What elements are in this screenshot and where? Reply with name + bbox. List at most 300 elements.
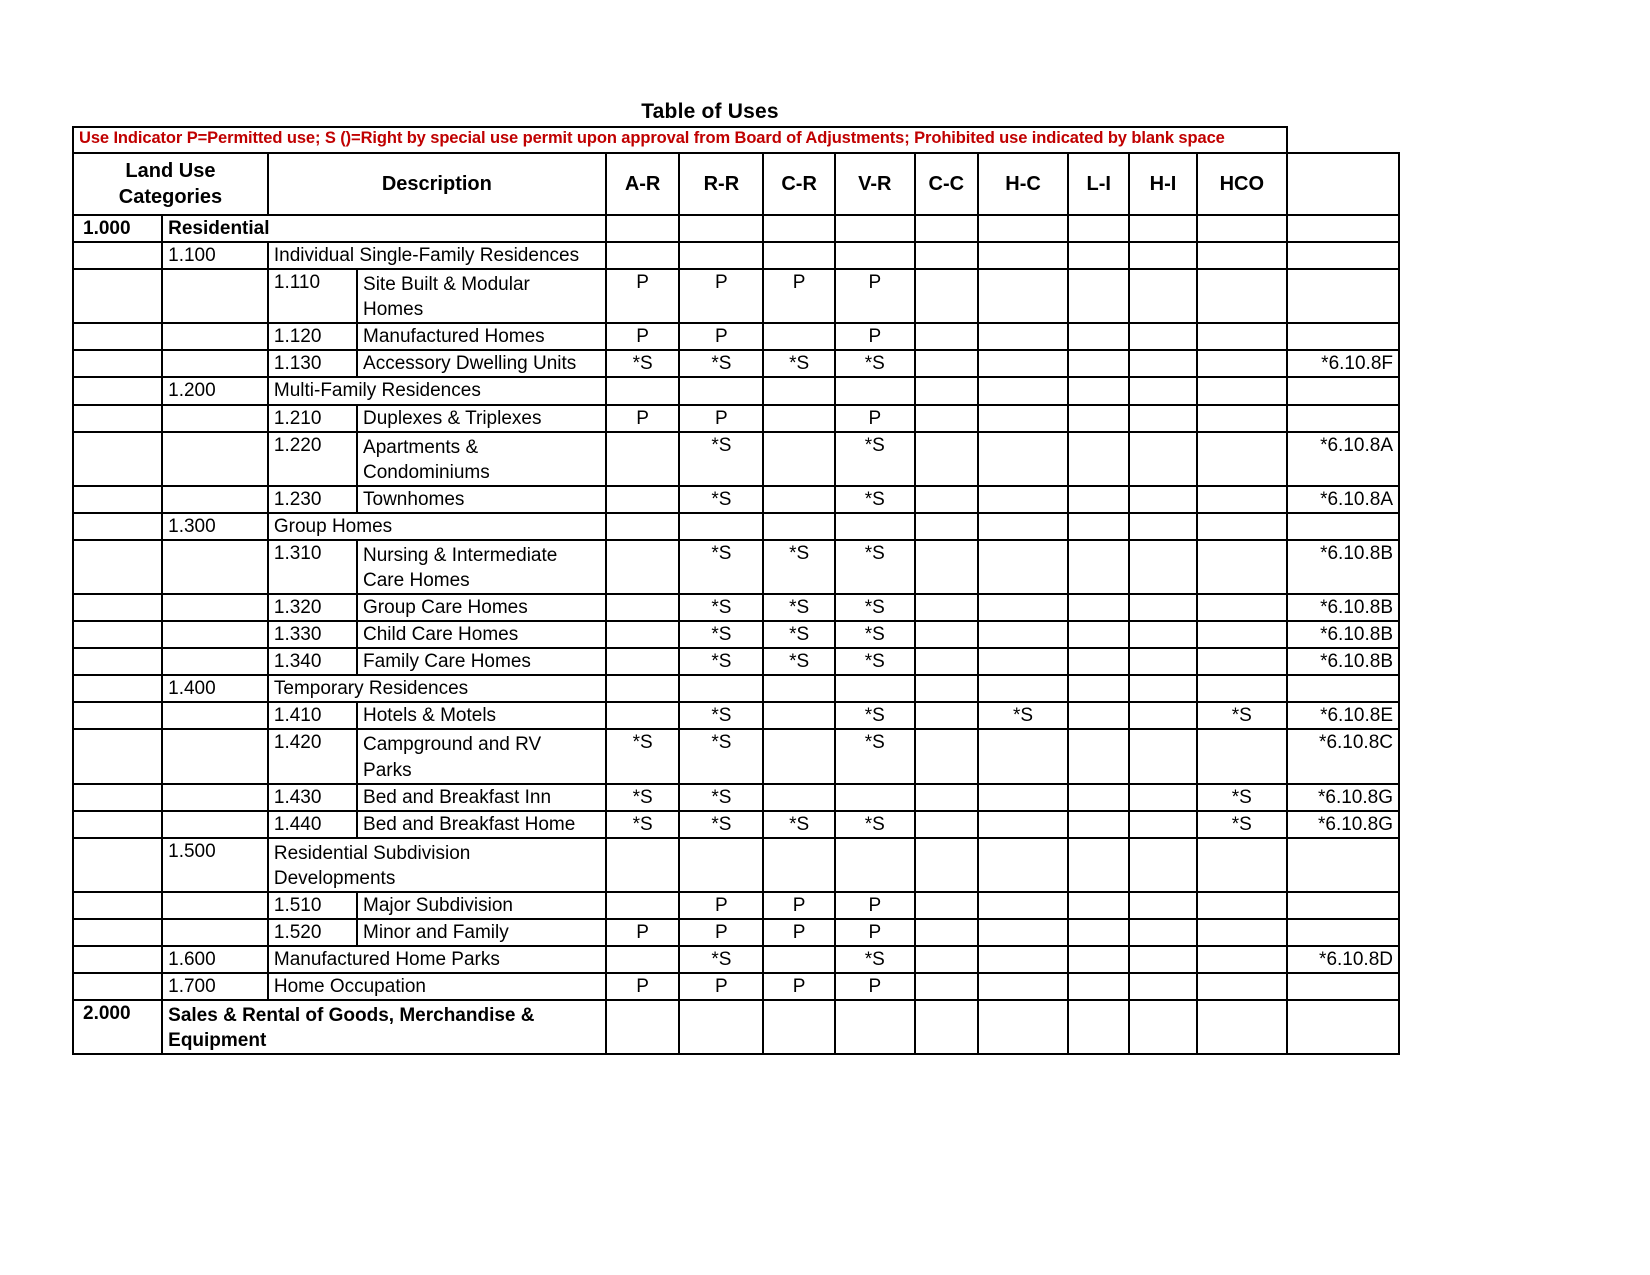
cell-l-i-1-440 [1068, 811, 1129, 838]
cell-c-r-1-220 [763, 432, 835, 486]
cell-l-i-1-300 [1068, 513, 1129, 540]
cell-c-r-1-210 [763, 405, 835, 432]
cell-r-r-1-310: *S [679, 540, 763, 594]
cell-hco-1-210 [1197, 405, 1287, 432]
cell-a-r-1-340 [606, 648, 680, 675]
cell-v-r-1-210: P [835, 405, 915, 432]
cell-c-r-1-410 [763, 702, 835, 729]
row-description-line1: Residential Subdivision [273, 842, 471, 864]
cell-v-r-1-110: P [835, 269, 915, 323]
cell-note-1-420: *6.10.8C [1287, 729, 1399, 783]
header-zone-h-i: H-I [1129, 153, 1196, 215]
row-spacer-col1 [73, 377, 162, 404]
cell-c-r-1-330: *S [763, 621, 835, 648]
row-spacer-col1 [73, 919, 162, 946]
row-description-line1: Apartments & [363, 436, 479, 458]
cell-a-r-1-110: P [606, 269, 680, 323]
row-code-level3: 1.330 [268, 621, 357, 648]
cell-h-i-1-000 [1129, 215, 1196, 242]
cell-a-r-1-120: P [606, 323, 680, 350]
cell-a-r-1-400 [606, 675, 680, 702]
table-row [73, 432, 1399, 486]
table-row [73, 675, 1399, 702]
page-title: Table of Uses [641, 100, 779, 123]
cell-hco-1-510 [1197, 892, 1287, 919]
cell-c-r-1-420 [763, 729, 835, 783]
row-code-level3: 1.110 [268, 269, 357, 323]
row-description: Townhomes [357, 486, 606, 513]
table-body [73, 127, 1399, 1054]
cell-hco-1-600 [1197, 946, 1287, 973]
cell-h-c-1-500 [978, 838, 1068, 892]
row-code-level2: 1.100 [162, 242, 268, 269]
cell-v-r-1-700: P [835, 973, 915, 1000]
row-description-line2: Homes [363, 299, 424, 321]
table-row [73, 405, 1399, 432]
row-code-level3: 1.420 [268, 729, 357, 783]
cell-h-c-1-600 [978, 946, 1068, 973]
cell-c-r-1-100 [763, 242, 835, 269]
row-description [357, 269, 606, 323]
cell-note-1-230: *6.10.8A [1287, 486, 1399, 513]
cell-r-r-1-000 [679, 215, 763, 242]
header-zone-a-r: A-R [606, 153, 680, 215]
row-description-line2: Condominiums [363, 461, 490, 483]
cell-hco-1-110 [1197, 269, 1287, 323]
row-spacer-col1 [73, 269, 162, 323]
row-code-level2: 1.300 [162, 513, 268, 540]
cell-hco-1-400 [1197, 675, 1287, 702]
cell-v-r-1-500 [835, 838, 915, 892]
row-code-level2: 1.200 [162, 377, 268, 404]
table-row [73, 702, 1399, 729]
cell-h-i-1-510 [1129, 892, 1196, 919]
row-spacer-col1 [73, 540, 162, 594]
row-description: Family Care Homes [357, 648, 606, 675]
cell-h-i-1-120 [1129, 323, 1196, 350]
cell-r-r-1-520: P [679, 919, 763, 946]
header-zone-c-c: C-C [915, 153, 978, 215]
table-row [73, 486, 1399, 513]
cell-c-c-1-400 [915, 675, 978, 702]
cell-a-r-1-700: P [606, 973, 680, 1000]
cell-hco-1-120 [1197, 323, 1287, 350]
cell-a-r-1-330 [606, 621, 680, 648]
cell-l-i-1-340 [1068, 648, 1129, 675]
cell-a-r-1-230 [606, 486, 680, 513]
cell-l-i-1-700 [1068, 973, 1129, 1000]
cell-a-r-1-420: *S [606, 729, 680, 783]
cell-v-r-1-120: P [835, 323, 915, 350]
row-spacer-col1 [73, 594, 162, 621]
cell-note-1-600: *6.10.8D [1287, 946, 1399, 973]
cell-h-c-1-300 [978, 513, 1068, 540]
row-description: Major Subdivision [357, 892, 606, 919]
cell-h-c-1-000 [978, 215, 1068, 242]
cell-hco-1-230 [1197, 486, 1287, 513]
cell-v-r-1-420: *S [835, 729, 915, 783]
header-zone-h-c: H-C [978, 153, 1068, 215]
cell-l-i-1-120 [1068, 323, 1129, 350]
row-spacer-col2 [162, 892, 268, 919]
row-spacer-col2 [162, 486, 268, 513]
cell-c-c-1-310 [915, 540, 978, 594]
cell-note-1-000 [1287, 215, 1399, 242]
cell-r-r-1-340: *S [679, 648, 763, 675]
cell-note-1-510 [1287, 892, 1399, 919]
row-spacer-col1 [73, 838, 162, 892]
cell-hco-1-500 [1197, 838, 1287, 892]
cell-v-r-1-200 [835, 377, 915, 404]
row-code-level3: 1.340 [268, 648, 357, 675]
cell-l-i-1-210 [1068, 405, 1129, 432]
table-row [73, 892, 1399, 919]
cell-note-1-320: *6.10.8B [1287, 594, 1399, 621]
row-spacer-col2 [162, 784, 268, 811]
cell-v-r-1-520: P [835, 919, 915, 946]
legend-row-spacer [1287, 127, 1399, 153]
cell-c-r-1-310: *S [763, 540, 835, 594]
cell-note-1-200 [1287, 377, 1399, 404]
cell-h-i-1-310 [1129, 540, 1196, 594]
cell-hco-1-310 [1197, 540, 1287, 594]
cell-l-i-1-600 [1068, 946, 1129, 973]
cell-c-r-1-500 [763, 838, 835, 892]
row-spacer-col2 [162, 405, 268, 432]
cell-h-c-1-110 [978, 269, 1068, 323]
cell-c-r-1-510: P [763, 892, 835, 919]
row-description: Temporary Residences [268, 675, 606, 702]
cell-hco-1-200 [1197, 377, 1287, 404]
legend-row [73, 127, 1399, 153]
row-spacer-col1 [73, 621, 162, 648]
cell-h-c-1-230 [978, 486, 1068, 513]
cell-note-1-120 [1287, 323, 1399, 350]
cell-l-i-2-000 [1068, 1000, 1129, 1054]
row-spacer-col1 [73, 350, 162, 377]
cell-v-r-1-340: *S [835, 648, 915, 675]
cell-note-1-340: *6.10.8B [1287, 648, 1399, 675]
cell-r-r-1-410: *S [679, 702, 763, 729]
table-row [73, 784, 1399, 811]
cell-r-r-1-210: P [679, 405, 763, 432]
row-spacer-col2 [162, 350, 268, 377]
cell-a-r-1-200 [606, 377, 680, 404]
cell-h-c-1-400 [978, 675, 1068, 702]
row-description: Duplexes & Triplexes [357, 405, 606, 432]
row-spacer-col1 [73, 946, 162, 973]
row-code-level3: 1.220 [268, 432, 357, 486]
cell-c-r-1-120 [763, 323, 835, 350]
cell-c-c-1-510 [915, 892, 978, 919]
cell-l-i-1-430 [1068, 784, 1129, 811]
cell-h-i-1-330 [1129, 621, 1196, 648]
cell-l-i-1-310 [1068, 540, 1129, 594]
cell-r-r-2-000 [679, 1000, 763, 1054]
cell-c-r-1-200 [763, 377, 835, 404]
cell-l-i-1-100 [1068, 242, 1129, 269]
row-code-level2: 1.700 [162, 973, 268, 1000]
table-row [73, 838, 1399, 892]
cell-c-c-1-500 [915, 838, 978, 892]
row-spacer-col2 [162, 811, 268, 838]
cell-note-1-300 [1287, 513, 1399, 540]
cell-note-1-520 [1287, 919, 1399, 946]
row-spacer-col2 [162, 323, 268, 350]
cell-c-r-1-700: P [763, 973, 835, 1000]
row-code-level3: 1.510 [268, 892, 357, 919]
cell-c-r-1-600 [763, 946, 835, 973]
table-row [73, 919, 1399, 946]
header-description: Description [268, 153, 606, 215]
cell-c-c-1-220 [915, 432, 978, 486]
table-row [73, 323, 1399, 350]
cell-h-c-1-340 [978, 648, 1068, 675]
row-spacer-col1 [73, 242, 162, 269]
cell-hco-1-130 [1197, 350, 1287, 377]
row-spacer-col1 [73, 729, 162, 783]
cell-a-r-1-510 [606, 892, 680, 919]
cell-c-c-2-000 [915, 1000, 978, 1054]
cell-note-2-000 [1287, 1000, 1399, 1054]
cell-h-i-1-100 [1129, 242, 1196, 269]
table-row [73, 621, 1399, 648]
row-description: Bed and Breakfast Home [357, 811, 606, 838]
cell-note-1-410: *6.10.8E [1287, 702, 1399, 729]
row-spacer-col1 [73, 486, 162, 513]
table-row [73, 811, 1399, 838]
cell-l-i-1-230 [1068, 486, 1129, 513]
row-spacer-col1 [73, 973, 162, 1000]
cell-h-i-1-700 [1129, 973, 1196, 1000]
cell-r-r-1-600: *S [679, 946, 763, 973]
cell-r-r-1-220: *S [679, 432, 763, 486]
cell-hco-1-410: *S [1197, 702, 1287, 729]
row-spacer-col1 [73, 432, 162, 486]
cell-hco-1-430: *S [1197, 784, 1287, 811]
cell-l-i-1-130 [1068, 350, 1129, 377]
row-description: Group Homes [268, 513, 606, 540]
cell-note-1-210 [1287, 405, 1399, 432]
cell-h-i-1-110 [1129, 269, 1196, 323]
cell-h-c-1-520 [978, 919, 1068, 946]
cell-h-i-1-340 [1129, 648, 1196, 675]
row-code-level3: 1.120 [268, 323, 357, 350]
cell-v-r-1-330: *S [835, 621, 915, 648]
table-row [73, 946, 1399, 973]
cell-c-r-1-000 [763, 215, 835, 242]
header-land-use-line1: Land Use [125, 159, 216, 182]
cell-c-c-1-000 [915, 215, 978, 242]
row-spacer-col2 [162, 269, 268, 323]
row-code-level3: 1.520 [268, 919, 357, 946]
cell-c-r-1-430 [763, 784, 835, 811]
row-description [162, 1000, 606, 1054]
cell-c-c-1-230 [915, 486, 978, 513]
cell-c-c-1-300 [915, 513, 978, 540]
table-of-uses-container [72, 126, 1400, 1055]
cell-c-c-1-520 [915, 919, 978, 946]
cell-l-i-1-220 [1068, 432, 1129, 486]
cell-r-r-1-320: *S [679, 594, 763, 621]
cell-l-i-1-000 [1068, 215, 1129, 242]
cell-v-r-1-310: *S [835, 540, 915, 594]
cell-r-r-1-510: P [679, 892, 763, 919]
row-spacer-col2 [162, 702, 268, 729]
row-description: Accessory Dwelling Units [357, 350, 606, 377]
cell-note-1-100 [1287, 242, 1399, 269]
table-row [73, 540, 1399, 594]
cell-h-i-1-200 [1129, 377, 1196, 404]
cell-h-c-1-330 [978, 621, 1068, 648]
cell-v-r-1-230: *S [835, 486, 915, 513]
cell-v-r-1-000 [835, 215, 915, 242]
cell-r-r-1-100 [679, 242, 763, 269]
cell-hco-2-000 [1197, 1000, 1287, 1054]
cell-a-r-1-000 [606, 215, 680, 242]
cell-note-1-310: *6.10.8B [1287, 540, 1399, 594]
cell-c-c-1-110 [915, 269, 978, 323]
cell-v-r-1-600: *S [835, 946, 915, 973]
row-description-line2: Developments [273, 867, 396, 889]
cell-l-i-1-320 [1068, 594, 1129, 621]
cell-r-r-1-430: *S [679, 784, 763, 811]
cell-r-r-1-420: *S [679, 729, 763, 783]
use-indicator-legend: Use Indicator P=Permitted use; S ()=Right by special use permit upon approval from Board of Adjustments; Prohibited use indicated by blank space [73, 127, 1287, 153]
cell-c-c-1-600 [915, 946, 978, 973]
cell-h-c-1-310 [978, 540, 1068, 594]
row-spacer-col1 [73, 892, 162, 919]
row-spacer-col1 [73, 675, 162, 702]
cell-v-r-2-000 [835, 1000, 915, 1054]
cell-r-r-1-400 [679, 675, 763, 702]
row-spacer-col1 [73, 648, 162, 675]
cell-note-1-400 [1287, 675, 1399, 702]
row-description: Group Care Homes [357, 594, 606, 621]
row-code-level3: 1.210 [268, 405, 357, 432]
cell-r-r-1-500 [679, 838, 763, 892]
header-land-use-line2: Categories [118, 186, 223, 208]
cell-hco-1-340 [1197, 648, 1287, 675]
cell-c-c-1-330 [915, 621, 978, 648]
row-description: Manufactured Homes [357, 323, 606, 350]
row-code-level2: 1.500 [162, 838, 268, 892]
header-row [73, 153, 1399, 215]
row-spacer-col2 [162, 594, 268, 621]
cell-c-r-1-230 [763, 486, 835, 513]
cell-r-r-1-200 [679, 377, 763, 404]
cell-v-r-1-300 [835, 513, 915, 540]
row-spacer-col2 [162, 540, 268, 594]
cell-c-c-1-420 [915, 729, 978, 783]
cell-h-c-1-120 [978, 323, 1068, 350]
cell-l-i-1-500 [1068, 838, 1129, 892]
cell-r-r-1-440: *S [679, 811, 763, 838]
header-land-use-categories [73, 153, 268, 215]
row-spacer-col1 [73, 784, 162, 811]
row-code-level2: 1.600 [162, 946, 268, 973]
row-code-level3: 1.410 [268, 702, 357, 729]
cell-r-r-1-110: P [679, 269, 763, 323]
row-spacer-col1 [73, 811, 162, 838]
cell-note-1-130: *6.10.8F [1287, 350, 1399, 377]
cell-a-r-1-430: *S [606, 784, 680, 811]
row-description [357, 540, 606, 594]
row-description-line1: Site Built & Modular [363, 274, 530, 296]
cell-c-r-1-300 [763, 513, 835, 540]
row-spacer-col1 [73, 405, 162, 432]
cell-hco-1-300 [1197, 513, 1287, 540]
row-description-line2: Parks [363, 759, 412, 781]
cell-v-r-1-430 [835, 784, 915, 811]
row-spacer-col2 [162, 919, 268, 946]
cell-c-r-1-340: *S [763, 648, 835, 675]
cell-l-i-1-400 [1068, 675, 1129, 702]
row-spacer-col2 [162, 648, 268, 675]
cell-h-c-2-000 [978, 1000, 1068, 1054]
cell-hco-1-420 [1197, 729, 1287, 783]
cell-hco-1-220 [1197, 432, 1287, 486]
cell-c-r-1-520: P [763, 919, 835, 946]
cell-a-r-1-310 [606, 540, 680, 594]
row-description: Home Occupation [268, 973, 606, 1000]
cell-a-r-1-410 [606, 702, 680, 729]
table-row [73, 377, 1399, 404]
cell-h-c-1-430 [978, 784, 1068, 811]
cell-h-i-1-300 [1129, 513, 1196, 540]
row-description [357, 432, 606, 486]
cell-h-c-1-210 [978, 405, 1068, 432]
table-row [73, 648, 1399, 675]
cell-l-i-1-410 [1068, 702, 1129, 729]
cell-r-r-1-300 [679, 513, 763, 540]
cell-note-1-330: *6.10.8B [1287, 621, 1399, 648]
cell-a-r-1-520: P [606, 919, 680, 946]
cell-h-i-1-220 [1129, 432, 1196, 486]
row-description-line1: Sales & Rental of Goods, Merchandise & [168, 1005, 535, 1027]
row-code-level3: 1.320 [268, 594, 357, 621]
cell-h-c-1-220 [978, 432, 1068, 486]
table-row [73, 594, 1399, 621]
cell-c-c-1-320 [915, 594, 978, 621]
cell-l-i-1-510 [1068, 892, 1129, 919]
cell-l-i-1-420 [1068, 729, 1129, 783]
row-description-line1: Nursing & Intermediate [363, 544, 558, 566]
cell-a-r-1-130: *S [606, 350, 680, 377]
cell-h-i-1-430 [1129, 784, 1196, 811]
cell-r-r-1-130: *S [679, 350, 763, 377]
cell-c-c-1-130 [915, 350, 978, 377]
cell-hco-1-320 [1197, 594, 1287, 621]
cell-r-r-1-700: P [679, 973, 763, 1000]
cell-hco-1-700 [1197, 973, 1287, 1000]
row-spacer-col1 [73, 513, 162, 540]
row-description: Manufactured Home Parks [268, 946, 606, 973]
cell-h-i-1-210 [1129, 405, 1196, 432]
cell-h-i-1-440 [1129, 811, 1196, 838]
row-code-level2: 1.400 [162, 675, 268, 702]
cell-a-r-1-500 [606, 838, 680, 892]
header-zone-r-r: R-R [679, 153, 763, 215]
cell-c-r-2-000 [763, 1000, 835, 1054]
cell-l-i-1-330 [1068, 621, 1129, 648]
cell-l-i-1-520 [1068, 919, 1129, 946]
row-spacer-col2 [162, 621, 268, 648]
cell-c-c-1-210 [915, 405, 978, 432]
cell-v-r-1-400 [835, 675, 915, 702]
table-row [73, 1000, 1399, 1054]
cell-r-r-1-330: *S [679, 621, 763, 648]
